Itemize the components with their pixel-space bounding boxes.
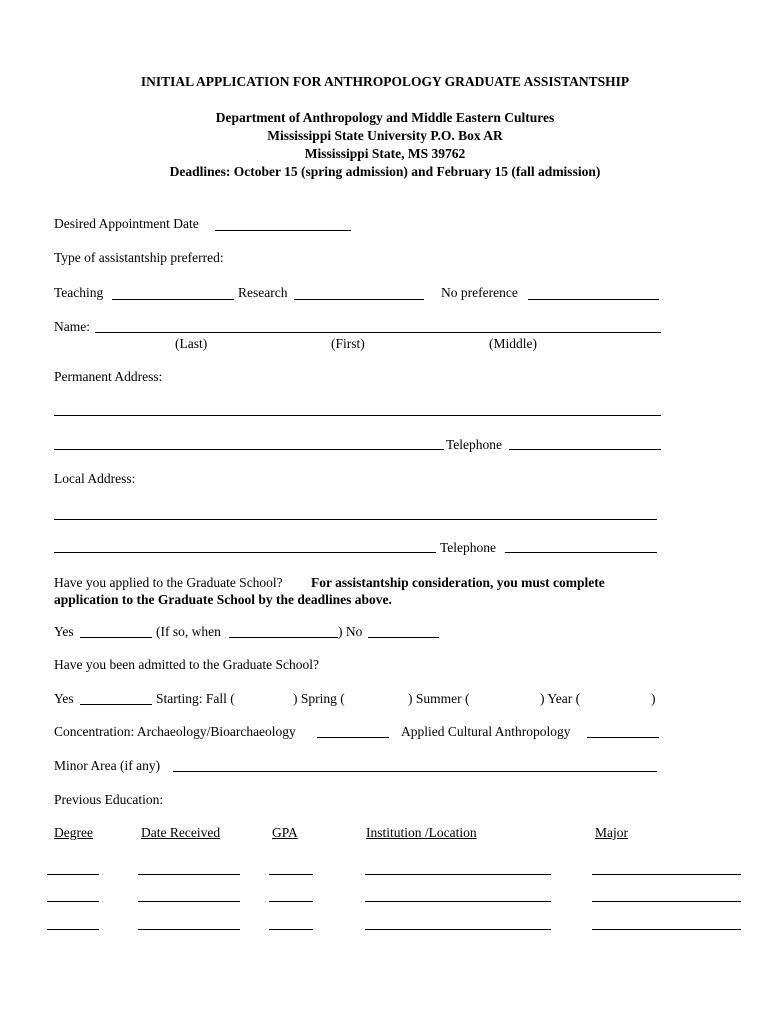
research-field[interactable]: [294, 299, 424, 300]
local-address-line-2[interactable]: [54, 552, 436, 553]
applied-when-field[interactable]: [229, 637, 338, 638]
assistantship-type-label: Type of assistantship preferred:: [54, 250, 224, 265]
name-field[interactable]: [95, 332, 661, 333]
archaeology-field[interactable]: [317, 737, 389, 738]
applied-yes-label: Yes: [54, 624, 74, 639]
applied-note-line-1: For assistantship consideration, you must complete: [311, 575, 605, 590]
department-name: Department of Anthropology and Middle Eastern Cultures: [215, 110, 555, 125]
applied-question: Have you applied to the Graduate School?: [54, 575, 283, 590]
summer-label: ) Summer (: [408, 691, 470, 706]
local-telephone-label: Telephone: [440, 540, 497, 555]
applied-cultural-field[interactable]: [587, 737, 659, 738]
education-gpa-field[interactable]: [269, 874, 313, 875]
education-degree-field[interactable]: [47, 929, 99, 930]
name-first-caption: (First): [331, 336, 365, 351]
minor-field[interactable]: [173, 771, 657, 772]
year-close-paren: ): [651, 691, 656, 706]
local-telephone-field[interactable]: [505, 552, 657, 553]
education-institution-field[interactable]: [365, 874, 551, 875]
name-last-caption: (Last): [175, 336, 208, 351]
local-address-line-1[interactable]: [54, 519, 657, 520]
education-degree-field[interactable]: [47, 874, 99, 875]
education-gpa-field[interactable]: [269, 901, 313, 902]
year-label: ) Year (: [540, 691, 581, 706]
education-institution-field[interactable]: [365, 929, 551, 930]
previous-education-label: Previous Education:: [54, 792, 164, 807]
minor-label: Minor Area (if any): [54, 758, 161, 773]
research-label: Research: [238, 285, 288, 300]
education-date-field[interactable]: [138, 874, 240, 875]
local-address-label: Local Address:: [54, 471, 136, 486]
if-so-when-label: (If so, when: [156, 624, 221, 639]
city-state-zip: Mississippi State, MS 39762: [304, 146, 466, 161]
applied-yes-field[interactable]: [80, 637, 152, 638]
teaching-label: Teaching: [54, 285, 104, 300]
permanent-telephone-field[interactable]: [509, 449, 661, 450]
major-header: Major: [595, 825, 628, 840]
spring-label: ) Spring (: [293, 691, 345, 706]
concentration-label: Concentration: Archaeology/Bioarchaeology: [54, 724, 296, 739]
education-institution-field[interactable]: [365, 901, 551, 902]
education-date-field[interactable]: [138, 901, 240, 902]
education-degree-field[interactable]: [47, 901, 99, 902]
admitted-yes-label: Yes: [54, 691, 74, 706]
education-major-field[interactable]: [592, 874, 741, 875]
date-received-header: Date Received: [141, 825, 221, 840]
gpa-header: GPA: [272, 825, 298, 840]
applied-cultural-label: Applied Cultural Anthropology: [401, 724, 571, 739]
university-address: Mississippi State University P.O. Box AR: [267, 128, 503, 143]
applied-note-line-2: application to the Graduate School by the deadlines above.: [54, 592, 392, 607]
permanent-telephone-label: Telephone: [446, 437, 503, 452]
appointment-date-field[interactable]: [215, 230, 351, 231]
name-middle-caption: (Middle): [489, 336, 537, 351]
degree-header: Degree: [54, 825, 93, 840]
institution-location-header: Institution /Location: [366, 825, 477, 840]
permanent-address-line-2[interactable]: [54, 449, 444, 450]
applied-no-field[interactable]: [368, 637, 439, 638]
name-label: Name:: [54, 319, 90, 334]
teaching-field[interactable]: [112, 299, 234, 300]
deadlines: Deadlines: October 15 (spring admission) and February 15 (fall admission): [169, 164, 601, 179]
education-gpa-field[interactable]: [269, 929, 313, 930]
education-major-field[interactable]: [592, 901, 741, 902]
no-preference-label: No preference: [441, 285, 518, 300]
admitted-question: Have you been admitted to the Graduate School?: [54, 657, 320, 672]
starting-fall-label: Starting: Fall (: [156, 691, 235, 706]
permanent-address-label: Permanent Address:: [54, 369, 163, 384]
education-major-field[interactable]: [592, 929, 741, 930]
education-date-field[interactable]: [138, 929, 240, 930]
permanent-address-line-1[interactable]: [54, 415, 661, 416]
applied-no-label: ) No: [338, 624, 363, 639]
admitted-yes-field[interactable]: [80, 704, 152, 705]
no-preference-field[interactable]: [528, 299, 659, 300]
appointment-date-label: Desired Appointment Date: [54, 216, 199, 231]
form-title: INITIAL APPLICATION FOR ANTHROPOLOGY GRADUATE ASSISTANTSHIP: [140, 74, 630, 89]
